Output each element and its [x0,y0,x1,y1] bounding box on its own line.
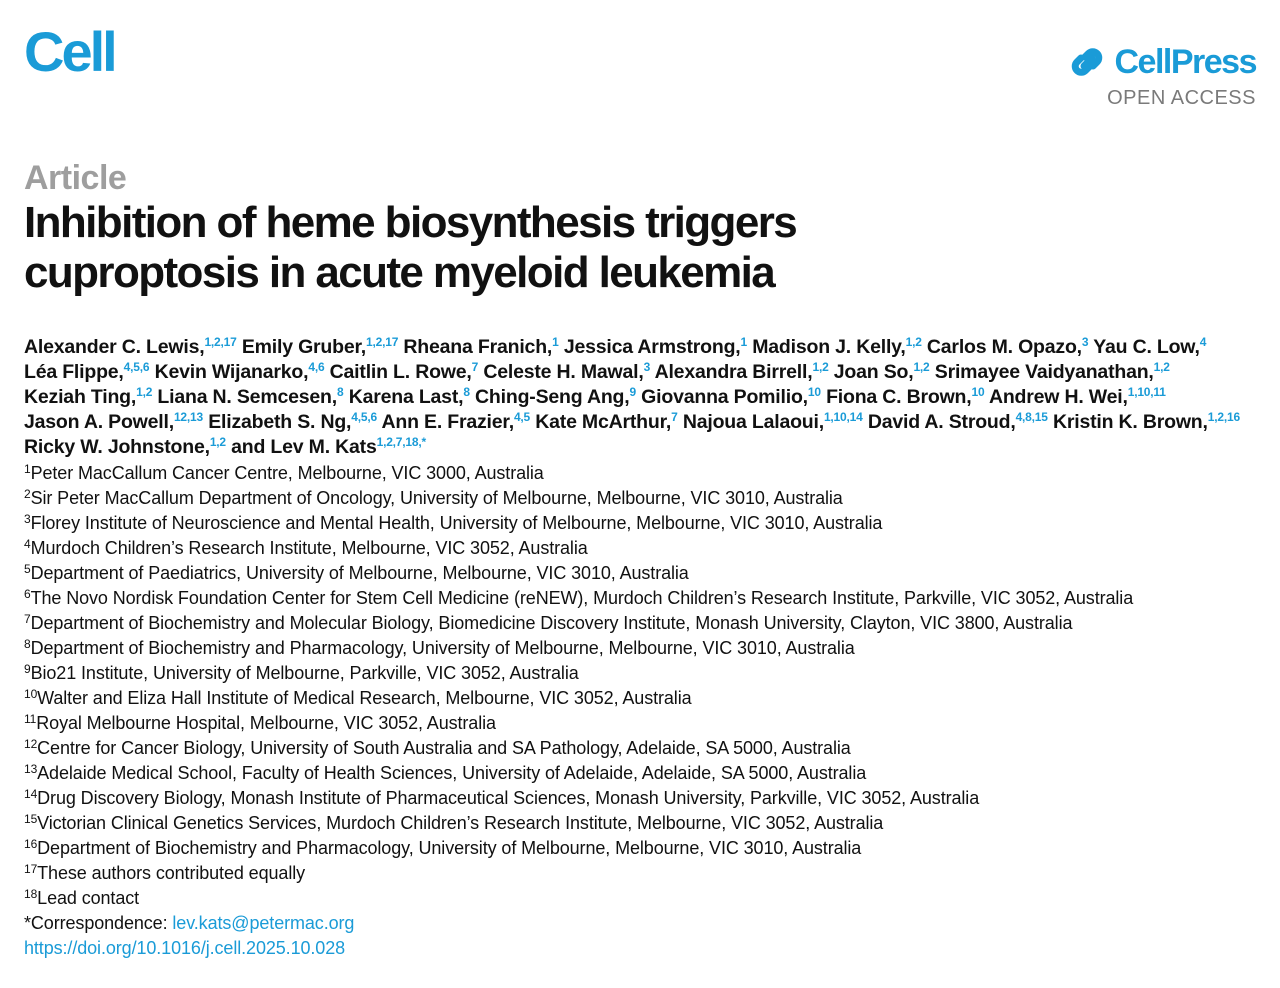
author-name[interactable] [683,411,863,433]
affiliation-number: 8 [24,637,31,651]
author-affiliation-marks[interactable]: 3 [643,360,651,374]
author-name-text: Alexander C. Lewis, [24,336,205,358]
affiliation-text: Department of Paediatrics, University of Melbourne, Melbourne, VIC 3010, Australia [30,563,689,583]
author-name-text: Karena Last, [348,386,464,408]
affiliation-item [24,561,1274,586]
author-affiliation-marks[interactable]: 8 [336,385,344,399]
affiliation-number: 6 [24,587,31,601]
author-name[interactable] [403,336,558,358]
affiliation-item [24,611,1274,636]
doi-line [24,936,1274,961]
author-name[interactable] [208,411,377,433]
affiliation-text: The Novo Nordisk Foundation Center for Stem Cell Medicine (reNEW), Murdoch Children’s Research Institute, Parkville, VIC 3052, Australia [30,588,1134,608]
author-name-text: Fiona C. Brown, [826,386,972,408]
publisher-link-icon [1067,42,1107,82]
affiliation-items [24,461,1274,911]
affiliation-number: 16 [24,837,38,851]
author-name-text: Alexandra Birrell, [654,361,813,383]
author-name[interactable] [834,361,930,383]
affiliation-number: 10 [24,687,38,701]
author-affiliation-marks[interactable]: 1,2,17 [366,335,399,349]
author-name[interactable] [242,336,398,358]
author-affiliation-marks[interactable]: 8 [463,385,470,399]
author-name[interactable] [641,386,821,408]
author-affiliation-marks[interactable]: 4,5,6 [123,360,150,374]
affiliation-text: Murdoch Children’s Research Institute, Melbourne, VIC 3052, Australia [30,538,588,558]
open-access-label: OPEN ACCESS [1107,87,1256,109]
author-name[interactable] [655,361,829,383]
affiliation-number: 11 [24,712,37,726]
author-name[interactable] [330,361,478,383]
author-name[interactable] [381,411,530,433]
author-name-text: Kate McArthur, [535,411,672,433]
affiliation-number: 7 [24,612,31,626]
affiliation-item [24,836,1274,861]
author-name[interactable] [155,361,325,383]
author-name-text: Kristin K. Brown, [1052,411,1208,433]
affiliation-text: Drug Discovery Biology, Monash Institute of Pharmaceutical Sciences, Monash University, Parkville, VIC 3052, Australia [37,788,980,808]
affiliation-item [24,886,1274,911]
author-affiliation-marks[interactable]: 4,5,6 [351,410,377,424]
affiliation-number: 17 [24,862,38,876]
affiliation-text: Florey Institute of Neuroscience and Mental Health, University of Melbourne, Melbourne, VIC 3010, Australia [30,513,883,533]
author-name-text: Carlos M. Opazo, [926,336,1082,358]
author-name-text: Elizabeth S. Ng, [208,411,352,433]
author-name[interactable] [752,336,921,358]
affiliation-item [24,661,1274,686]
author-name[interactable] [535,411,677,433]
affiliation-item [24,586,1274,611]
affiliation-item [24,811,1274,836]
author-name-text: Andrew H. Wei, [988,386,1128,408]
affiliation-item [24,736,1274,761]
affiliation-text: Royal Melbourne Hospital, Melbourne, VIC 3052, Australia [36,713,496,733]
affiliation-item [24,636,1274,661]
affiliation-text: Victorian Clinical Genetics Services, Murdoch Children’s Research Institute, Melbourne, VIC 3052, Australia [37,813,884,833]
author-name-text: Joan So, [833,361,914,383]
author-list [24,335,1264,460]
author-affiliation-marks[interactable]: 4 [1199,335,1207,349]
author-name[interactable] [24,336,237,358]
publisher-logo [1067,42,1257,108]
author-name-text: Jason A. Powell, [24,411,174,433]
author-name[interactable] [24,386,152,408]
author-affiliation-marks[interactable]: 10 [971,385,985,399]
affiliation-number: 18 [24,887,38,901]
author-name-text: Madison J. Kelly, [752,336,906,358]
correspondence-label: *Correspondence: [24,913,173,933]
affiliation-text: Centre for Cancer Biology, University of South Australia and SA Pathology, Adelaide, SA 5000, Australia [37,738,851,758]
affiliation-number: 12 [24,737,38,751]
affiliation-text: Adelaide Medical School, Faculty of Health Sciences, University of Adelaide, Adelaide, SA 5000, Australia [37,763,867,783]
author-name-text: Ann E. Frazier, [381,411,514,433]
affiliation-text: Lead contact [37,888,140,908]
affiliation-item [24,761,1274,786]
affiliation-item [24,536,1274,561]
author-affiliation-marks[interactable]: 4,8,15 [1015,410,1048,424]
affiliation-text: Bio21 Institute, University of Melbourne, Parkville, VIC 3052, Australia [30,663,579,683]
affiliation-item [24,486,1274,511]
affiliation-text: Peter MacCallum Cancer Centre, Melbourne, VIC 3000, Australia [30,463,544,483]
author-affiliation-marks[interactable]: 1,2 [913,360,930,374]
author-name-text: Keziah Ting, [24,386,137,408]
author-affiliation-marks[interactable]: 1,2 [905,335,922,349]
author-affiliation-marks[interactable]: 7 [471,360,479,374]
author-name-text: Ching-Seng Ang, [475,386,630,408]
affiliation-number: 1 [24,462,31,476]
author-name[interactable] [826,386,984,408]
author-name[interactable] [349,386,470,408]
correspondence-email-link[interactable]: lev.kats@petermac.org [172,913,355,933]
author-name-text: Celeste H. Mawal, [483,361,644,383]
author-name[interactable] [927,336,1088,358]
author-name[interactable] [483,361,650,383]
author-affiliation-marks[interactable]: 4,6 [308,360,325,374]
author-name-text: Giovanna Pomilio, [641,386,808,408]
correspondence-line [24,911,1274,936]
affiliation-text: Walter and Eliza Hall Institute of Medical Research, Melbourne, VIC 3052, Australia [37,688,692,708]
author-name-text: Najoua Lalaoui, [682,411,824,433]
affiliation-text: These authors contributed equally [37,863,306,883]
affiliation-number: 13 [24,762,38,776]
author-affiliation-marks[interactable]: 1,2,17 [204,335,237,349]
publisher-name: CellPress [1114,43,1256,81]
affiliation-text: Sir Peter MacCallum Department of Oncology, University of Melbourne, Melbourne, VIC 3010, Australia [30,488,843,508]
author-affiliation-marks[interactable]: 1,2 [209,435,226,449]
author-affiliation-marks[interactable]: 9 [629,385,636,399]
author-name-text: Rheana Franich, [403,336,553,358]
author-affiliation-marks[interactable]: 1 [740,335,747,349]
author-name-text: Srimayee Vaidyanathan, [934,361,1154,383]
author-name[interactable] [231,436,426,458]
author-name-text: Ricky W. Johnstone, [24,436,210,458]
author-name[interactable] [935,361,1170,383]
doi-link[interactable]: https://doi.org/10.1016/j.cell.2025.10.028 [24,938,346,958]
affiliation-number: 4 [24,537,31,551]
author-affiliation-marks[interactable]: 1,2,7,18,* [376,435,426,449]
author-name-text: Kevin Wijanarko, [154,361,309,383]
affiliation-text: Department of Biochemistry and Pharmacology, University of Melbourne, Melbourne, VIC 3010, Australia [37,838,862,858]
author-name[interactable] [1053,411,1240,433]
affiliation-item [24,711,1274,736]
affiliation-item [24,686,1274,711]
affiliation-number: 14 [24,787,38,801]
affiliation-number: 3 [24,512,31,526]
author-affiliation-marks[interactable]: 1,10,14 [823,410,863,424]
author-name[interactable] [24,361,149,383]
author-affiliation-marks[interactable]: 1,10,11 [1127,385,1166,399]
article-type: Article [24,159,127,197]
author-affiliation-marks[interactable]: 12,13 [173,410,203,424]
author-affiliation-marks[interactable]: 7 [671,410,678,424]
affiliation-number: 15 [24,812,38,826]
author-name[interactable] [868,411,1048,433]
author-affiliation-marks[interactable]: 3 [1081,335,1089,349]
author-affiliation-marks[interactable]: 1,2 [812,360,829,374]
affiliation-item [24,786,1274,811]
author-name-text: David A. Stroud, [867,411,1016,433]
author-name[interactable] [1093,336,1206,358]
author-name[interactable] [564,336,747,358]
author-name-text: Caitlin L. Rowe, [329,361,472,383]
author-name-text: Emily Gruber, [241,336,367,358]
article-title: Inhibition of heme biosynthesis triggers cuproptosis in acute myeloid leukemia [24,198,797,297]
affiliation-item [24,511,1274,536]
author-affiliation-marks[interactable]: 1 [552,335,559,349]
journal-logo: Cell [24,20,115,83]
author-name-text: and Lev M. Kats [231,436,377,458]
affiliation-text: Department of Biochemistry and Molecular Biology, Biomedicine Discovery Institute, Monash University, Clayton, VIC 3800, Australia [30,613,1073,633]
author-name[interactable] [475,386,636,408]
affiliation-text: Department of Biochemistry and Pharmacology, University of Melbourne, Melbourne, VIC 3010, Australia [30,638,855,658]
author-name-text: Yau C. Low, [1093,336,1200,358]
author-affiliation-marks[interactable]: 1,2,16 [1207,410,1240,424]
author-affiliation-marks[interactable]: 1,2 [1153,360,1170,374]
author-name-text: Jessica Armstrong, [563,336,741,358]
author-name[interactable] [989,386,1166,408]
affiliation-list [24,461,1274,961]
affiliation-item [24,461,1274,486]
author-name-text: Léa Flippe, [24,361,124,383]
affiliation-number: 2 [24,487,31,501]
author-affiliation-marks[interactable]: 10 [807,385,821,399]
affiliation-number: 5 [24,562,31,576]
author-name[interactable] [157,386,343,408]
affiliation-item [24,861,1274,886]
affiliation-number: 9 [24,662,31,676]
author-name-text: Liana N. Semcesen, [157,386,337,408]
author-affiliation-marks[interactable]: 1,2 [136,385,153,399]
author-name[interactable] [24,411,203,433]
author-name[interactable] [24,436,226,458]
author-affiliation-marks[interactable]: 4,5 [513,410,531,424]
